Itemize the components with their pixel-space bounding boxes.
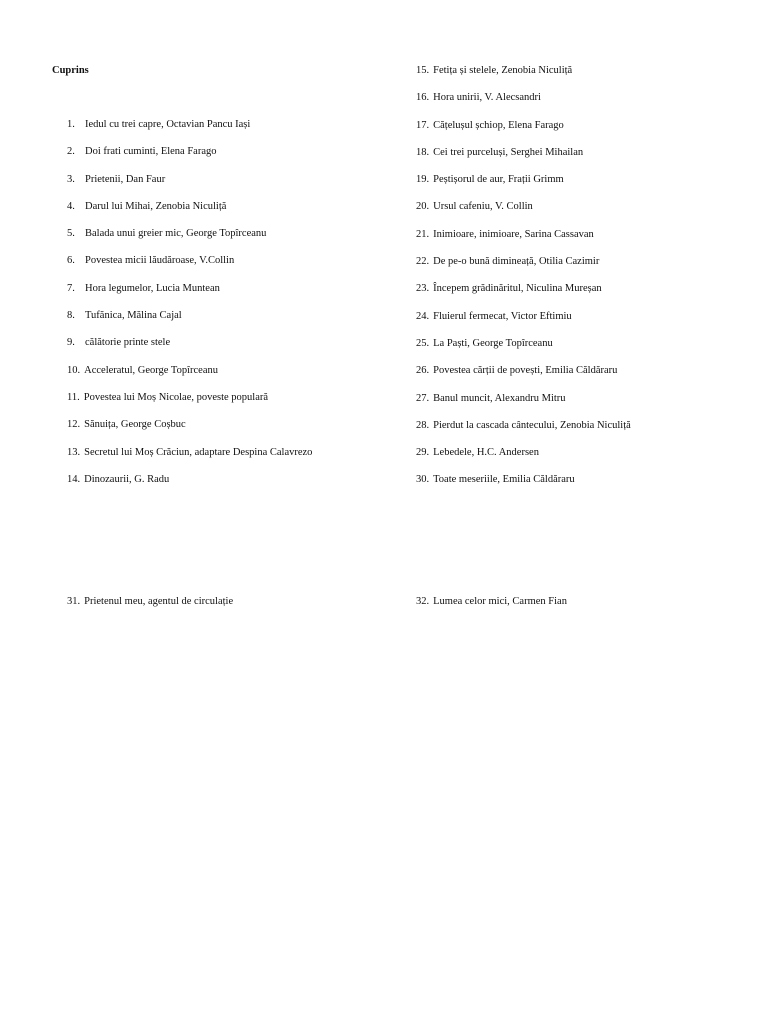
- toc-entry-title: De pe-o bună dimineață, Otilia Cazimir: [433, 256, 600, 268]
- toc-entry-number: 15.: [416, 65, 430, 76]
- toc-entry-title: Hora unirii, V. Alecsandri: [433, 92, 541, 104]
- toc-entry: [67, 391, 312, 418]
- toc-entry: [416, 228, 631, 255]
- toc-entry: [67, 254, 312, 281]
- toc-entry: [416, 173, 631, 200]
- toc-entry-number: 3.: [67, 173, 75, 185]
- toc-entry-title: Povestea cărții de povești, Emilia Căldăraru: [433, 365, 618, 377]
- toc-bottom-right: [416, 595, 567, 622]
- toc-entry: [67, 200, 312, 227]
- toc-right-column: [416, 64, 631, 501]
- toc-entry-number: 23.: [416, 283, 430, 295]
- toc-entry-number: 12.: [67, 419, 81, 431]
- toc-entry-title: Iedul cu trei capre, Octavian Pancu Iași: [85, 119, 251, 130]
- toc-entry-number: 16.: [416, 92, 430, 104]
- toc-entry-title: călătorie printe stele: [85, 337, 171, 349]
- toc-entry-title: Sănuița, George Coșbuc: [84, 419, 186, 431]
- toc-entry-number: 6.: [67, 255, 75, 267]
- toc-entry: [416, 473, 631, 500]
- toc-entry: [416, 337, 631, 364]
- toc-entry: [416, 446, 631, 473]
- toc-entry: [67, 227, 312, 254]
- toc-heading: Cuprins: [52, 65, 89, 76]
- toc-entry: [67, 118, 312, 145]
- toc-entry-title: La Paști, George Topîrceanu: [433, 337, 553, 349]
- toc-entry-number: 7.: [67, 282, 75, 294]
- toc-entry-number: 9.: [67, 337, 75, 349]
- toc-entry-number: 10.: [67, 364, 81, 376]
- toc-entry-number: 21.: [416, 228, 430, 240]
- toc-entry-title: Hora legumelor, Lucia Muntean: [85, 282, 220, 294]
- toc-entry: [67, 595, 233, 622]
- toc-entry: [416, 282, 631, 309]
- toc-entry-number: 20.: [416, 201, 430, 213]
- toc-bottom-left: [67, 595, 233, 622]
- toc-entry: [416, 310, 631, 337]
- toc-entry-title: Inimioare, inimioare, Sarina Cassavan: [433, 228, 594, 240]
- toc-entry: [416, 200, 631, 227]
- toc-entry-number: 13.: [67, 446, 81, 458]
- toc-left-column: [67, 118, 312, 500]
- toc-entry: [416, 419, 631, 446]
- toc-entry-number: 5.: [67, 228, 75, 240]
- toc-entry-title: Dinozaurii, G. Radu: [84, 473, 170, 485]
- toc-entry-title: Povestea lui Moș Nicolae, poveste populară: [83, 391, 269, 403]
- toc-entry: [416, 146, 631, 173]
- toc-entry-number: 14.: [67, 473, 81, 485]
- toc-entry-title: Lebedele, H.C. Andersen: [433, 447, 539, 459]
- toc-entry-number: 4.: [67, 200, 75, 212]
- toc-entry-title: Prietenul meu, agentul de circulație: [84, 596, 234, 607]
- toc-entry: [67, 418, 312, 445]
- toc-entry: [416, 119, 631, 146]
- toc-entry-title: Secretul lui Moș Crăciun, adaptare Despina Calavrezo: [84, 446, 313, 458]
- toc-entry-number: 26.: [416, 365, 430, 377]
- toc-entry-number: 29.: [416, 447, 430, 459]
- toc-entry-number: 11.: [67, 391, 80, 403]
- toc-entry: [67, 364, 312, 391]
- toc-entry: [416, 392, 631, 419]
- toc-entry-number: 2.: [67, 146, 75, 158]
- toc-entry-number: 8.: [67, 310, 75, 322]
- toc-entry-number: 25.: [416, 337, 430, 349]
- toc-entry-number: 18.: [416, 146, 430, 158]
- toc-entry: [67, 173, 312, 200]
- toc-entry-number: 17.: [416, 119, 430, 131]
- toc-entry-title: Fluierul fermecat, Victor Eftimiu: [433, 310, 572, 322]
- toc-entry-number: 24.: [416, 310, 430, 322]
- toc-entry-title: Pierdut la cascada cântecului, Zenobia Niculiță: [433, 419, 631, 431]
- toc-entry-title: Tufănica, Mălina Cajal: [85, 310, 182, 322]
- toc-entry-title: Banul muncit, Alexandru Mitru: [433, 392, 566, 404]
- toc-entry-title: Povestea micii lăudăroase, V.Collin: [85, 255, 235, 267]
- toc-entry-number: 28.: [416, 419, 430, 431]
- toc-entry: [67, 336, 312, 363]
- toc-entry-title: Toate meseriile, Emilia Căldăraru: [433, 474, 575, 486]
- toc-entry: [416, 364, 631, 391]
- toc-entry-title: Prietenii, Dan Faur: [85, 173, 166, 185]
- toc-entry-number: 30.: [416, 474, 430, 486]
- toc-entry-title: Doi frati cuminti, Elena Farago: [85, 146, 217, 158]
- toc-entry-title: Cățelușul șchiop, Elena Farago: [433, 119, 564, 131]
- toc-entry: [67, 145, 312, 172]
- toc-entry-number: 22.: [416, 256, 430, 268]
- toc-entry: [67, 446, 312, 473]
- toc-entry-title: Peștișorul de aur, Frații Grimm: [433, 174, 564, 186]
- toc-entry-title: Acceleratul, George Topîrceanu: [84, 364, 218, 376]
- toc-entry-title: Fetița și stelele, Zenobia Niculiță: [433, 65, 573, 76]
- toc-entry-title: Cei trei purceluși, Serghei Mihailan: [433, 146, 584, 158]
- toc-entry: [416, 91, 631, 118]
- toc-entry: [416, 64, 631, 91]
- toc-entry-number: 1.: [67, 119, 75, 130]
- toc-entry: [67, 473, 312, 500]
- toc-entry-number: 27.: [416, 392, 430, 404]
- toc-entry-number: 19.: [416, 174, 430, 186]
- toc-entry-title: Darul lui Mihai, Zenobia Niculiță: [85, 200, 227, 212]
- toc-entry: [416, 255, 631, 282]
- toc-entry: [67, 309, 312, 336]
- toc-entry: [416, 595, 567, 622]
- toc-entry-number: 31.: [67, 596, 81, 607]
- toc-entry-number: 32.: [416, 596, 430, 607]
- toc-entry-title: Lumea celor mici, Carmen Fian: [433, 596, 567, 607]
- toc-entry: [67, 282, 312, 309]
- toc-entry-title: Balada unui greier mic, George Topîrceanu: [85, 228, 267, 240]
- toc-entry-title: Începem grădinăritul, Niculina Mureșan: [433, 283, 602, 295]
- toc-entry-title: Ursul cafeniu, V. Collin: [433, 201, 533, 213]
